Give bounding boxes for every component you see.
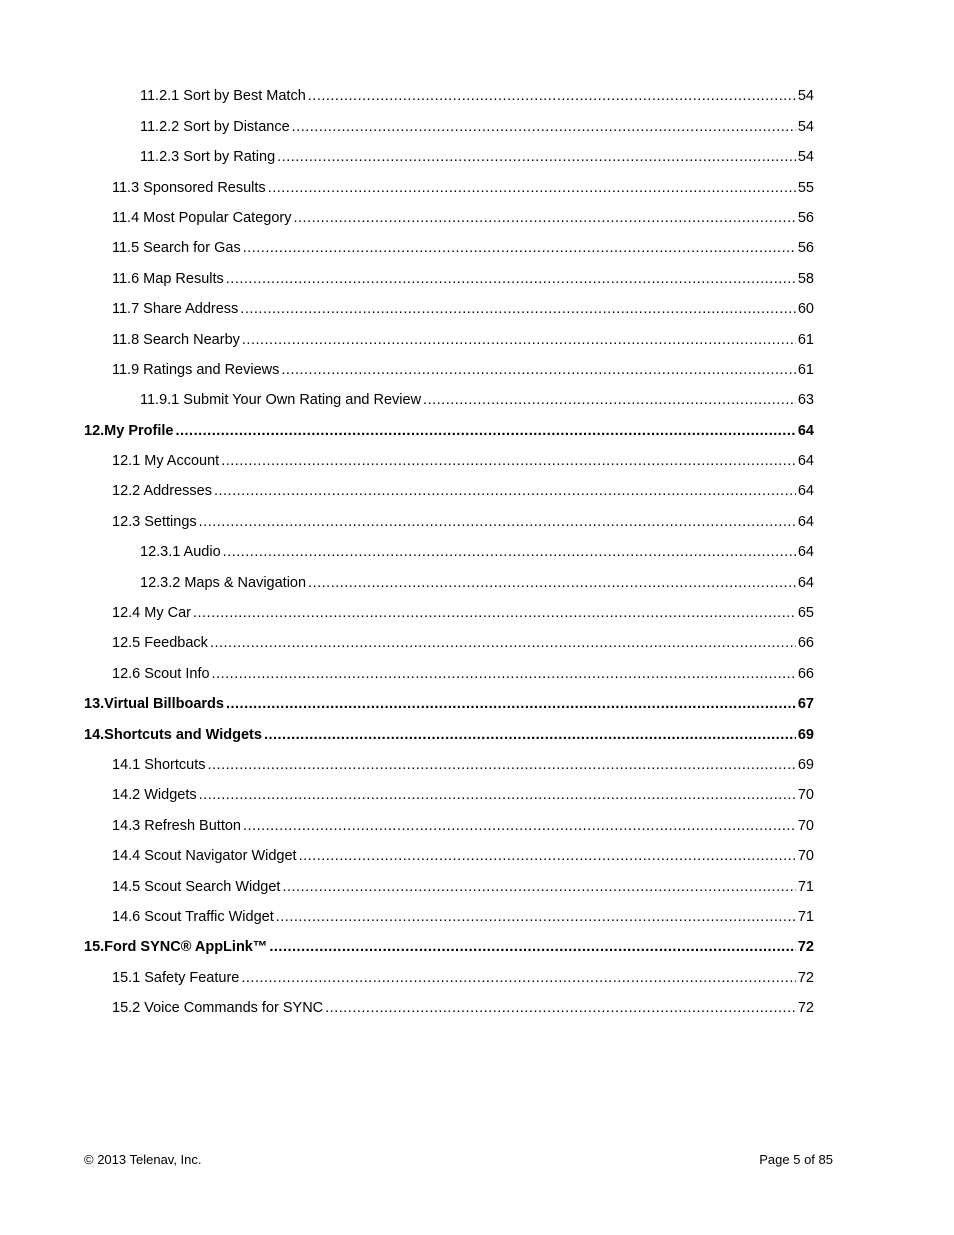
toc-dot-leader (175, 423, 795, 440)
toc-entry-title: 12.3.1 Audio (140, 544, 221, 561)
toc-entry-page: 71 (797, 878, 814, 895)
toc-entry-title: 12.4 My Car (112, 605, 191, 622)
toc-entry-title: 12.1 My Account (112, 453, 220, 470)
toc-entry[interactable] (0, 870, 954, 900)
toc-entry-page: 69 (797, 756, 814, 773)
toc-dot-leader (299, 848, 796, 865)
toc-entry-title: 14.5 Scout Search Widget (112, 878, 281, 895)
toc-entry[interactable] (0, 901, 954, 931)
toc-entry-title: 11.2.3 Sort by Rating (140, 149, 276, 166)
toc-dot-leader (308, 575, 796, 592)
toc-entry-title: Ford SYNC® AppLink™ (104, 939, 268, 956)
toc-entry-title: My Profile (104, 422, 174, 439)
toc-entry[interactable] (0, 262, 954, 292)
toc-entry[interactable] (0, 414, 954, 444)
toc-entry-page: 70 (797, 848, 814, 865)
toc-entry[interactable] (0, 809, 954, 839)
toc-entry-page: 61 (797, 361, 814, 378)
toc-entry-page: 66 (797, 635, 814, 652)
toc-dot-leader (199, 514, 796, 531)
toc-entry-page: 72 (797, 969, 814, 986)
toc-entry-page: 71 (797, 908, 814, 925)
toc-dot-leader (214, 483, 796, 500)
toc-dot-leader (208, 757, 796, 774)
toc-entry[interactable] (0, 657, 954, 687)
toc-dot-leader (223, 544, 796, 561)
toc-entry[interactable] (0, 475, 954, 505)
toc-entry[interactable] (0, 779, 954, 809)
toc-dot-leader (292, 119, 796, 136)
toc-entry-title: 12.6 Scout Info (112, 665, 210, 682)
toc-entry-page: 54 (797, 88, 814, 105)
toc-dot-leader (226, 271, 796, 288)
toc-entry-page: 64 (797, 544, 814, 561)
toc-entry-title: 14.4 Scout Navigator Widget (112, 848, 297, 865)
toc-dot-leader (282, 879, 795, 896)
footer-page-number: Page 5 of 85 (759, 1152, 833, 1167)
toc-dot-leader (423, 392, 796, 409)
toc-entry-title: 12.3 Settings (112, 513, 197, 530)
toc-entry[interactable] (0, 597, 954, 627)
toc-entry[interactable] (0, 384, 954, 414)
toc-entry-page: 61 (797, 331, 814, 348)
toc-entry-title: 14.2 Widgets (112, 787, 197, 804)
table-of-contents (0, 80, 954, 1022)
toc-entry-page: 56 (797, 209, 814, 226)
toc-entry[interactable] (0, 354, 954, 384)
toc-entry-page: 70 (797, 787, 814, 804)
toc-entry-title: 11.5 Search for Gas (112, 240, 241, 257)
toc-entry-title: 12.2 Addresses (112, 483, 212, 500)
toc-entry[interactable] (0, 718, 954, 748)
toc-entry-page: 55 (797, 179, 814, 196)
toc-dot-leader (277, 149, 796, 166)
toc-entry-title: 14.1 Shortcuts (112, 756, 206, 773)
toc-entry-title: 14.3 Refresh Button (112, 817, 241, 834)
toc-dot-leader (269, 939, 795, 956)
toc-dot-leader (210, 635, 796, 652)
toc-entry-title: 12.5 Feedback (112, 635, 208, 652)
toc-entry-title: 11.8 Search Nearby (112, 331, 240, 348)
toc-entry[interactable] (0, 992, 954, 1022)
toc-entry-title: 11.7 Share Address (112, 301, 239, 318)
page-footer (84, 1152, 833, 1168)
toc-entry[interactable] (0, 536, 954, 566)
toc-entry-title: Shortcuts and Widgets (104, 726, 262, 743)
toc-entry[interactable] (0, 566, 954, 596)
toc-entry-page: 63 (797, 392, 814, 409)
toc-dot-leader (293, 210, 795, 227)
toc-dot-leader (276, 909, 796, 926)
toc-dot-leader (264, 727, 796, 744)
toc-dot-leader (242, 332, 796, 349)
toc-entry[interactable] (0, 80, 954, 110)
toc-dot-leader (243, 818, 796, 835)
toc-dot-leader (226, 696, 796, 713)
toc-entry-title: 11.4 Most Popular Category (112, 209, 292, 226)
toc-entry-page: 54 (797, 118, 814, 135)
toc-entry-page: 64 (797, 513, 814, 530)
toc-entry-page: 66 (797, 665, 814, 682)
footer-copyright: © 2013 Telenav, Inc. (84, 1152, 202, 1167)
toc-dot-leader (308, 88, 796, 105)
toc-entry[interactable] (0, 323, 954, 353)
toc-entry-page: 72 (797, 1000, 814, 1017)
toc-entry[interactable] (0, 931, 954, 961)
toc-dot-leader (243, 240, 796, 257)
toc-dot-leader (268, 180, 796, 197)
toc-entry-title: 11.2.1 Sort by Best Match (140, 88, 306, 105)
toc-entry[interactable] (0, 688, 954, 718)
toc-entry[interactable] (0, 171, 954, 201)
toc-entry-number: 15. (84, 939, 105, 956)
toc-entry-page: 69 (797, 726, 814, 743)
toc-entry-page: 64 (797, 483, 814, 500)
toc-entry-title: 14.6 Scout Traffic Widget (112, 908, 274, 925)
toc-dot-leader (193, 605, 796, 622)
toc-dot-leader (221, 453, 796, 470)
toc-entry-title: 11.9 Ratings and Reviews (112, 361, 280, 378)
toc-entry-page: 70 (797, 817, 814, 834)
toc-entry-page: 64 (797, 574, 814, 591)
toc-entry[interactable] (0, 110, 954, 140)
toc-entry[interactable] (0, 141, 954, 171)
toc-entry-number: 12. (84, 422, 105, 439)
toc-entry-page: 72 (797, 939, 814, 956)
toc-entry-title: 12.3.2 Maps & Navigation (140, 574, 307, 591)
toc-entry-title: 15.1 Safety Feature (112, 969, 240, 986)
toc-entry-title: 11.2.2 Sort by Distance (140, 118, 290, 135)
toc-entry-title: 15.2 Voice Commands for SYNC (112, 1000, 324, 1017)
toc-entry-page: 65 (797, 605, 814, 622)
toc-entry-page: 54 (797, 149, 814, 166)
toc-entry-page: 56 (797, 240, 814, 257)
toc-entry-number: 13. (84, 696, 105, 713)
toc-entry-page: 64 (797, 422, 814, 439)
toc-entry-page: 64 (797, 453, 814, 470)
toc-entry-page: 60 (797, 301, 814, 318)
toc-entry[interactable] (0, 627, 954, 657)
toc-entry-title: Virtual Billboards (104, 696, 224, 713)
toc-entry-page: 58 (797, 270, 814, 287)
toc-entry[interactable] (0, 840, 954, 870)
toc-entry-title: 11.3 Sponsored Results (112, 179, 266, 196)
toc-entry[interactable] (0, 202, 954, 232)
toc-entry-page: 67 (797, 696, 814, 713)
toc-entry-number: 14. (84, 726, 105, 743)
toc-entry-title: 11.9.1 Submit Your Own Rating and Review (140, 392, 422, 409)
toc-entry[interactable] (0, 961, 954, 991)
toc-dot-leader (199, 787, 796, 804)
toc-entry-title: 11.6 Map Results (112, 270, 224, 287)
toc-entry[interactable] (0, 293, 954, 323)
toc-dot-leader (325, 1000, 796, 1017)
toc-dot-leader (281, 362, 795, 379)
toc-dot-leader (241, 970, 796, 987)
toc-entry[interactable] (0, 232, 954, 262)
toc-entry[interactable] (0, 445, 954, 475)
toc-dot-leader (240, 301, 796, 318)
toc-entry[interactable] (0, 749, 954, 779)
toc-entry[interactable] (0, 505, 954, 535)
toc-dot-leader (212, 666, 796, 683)
